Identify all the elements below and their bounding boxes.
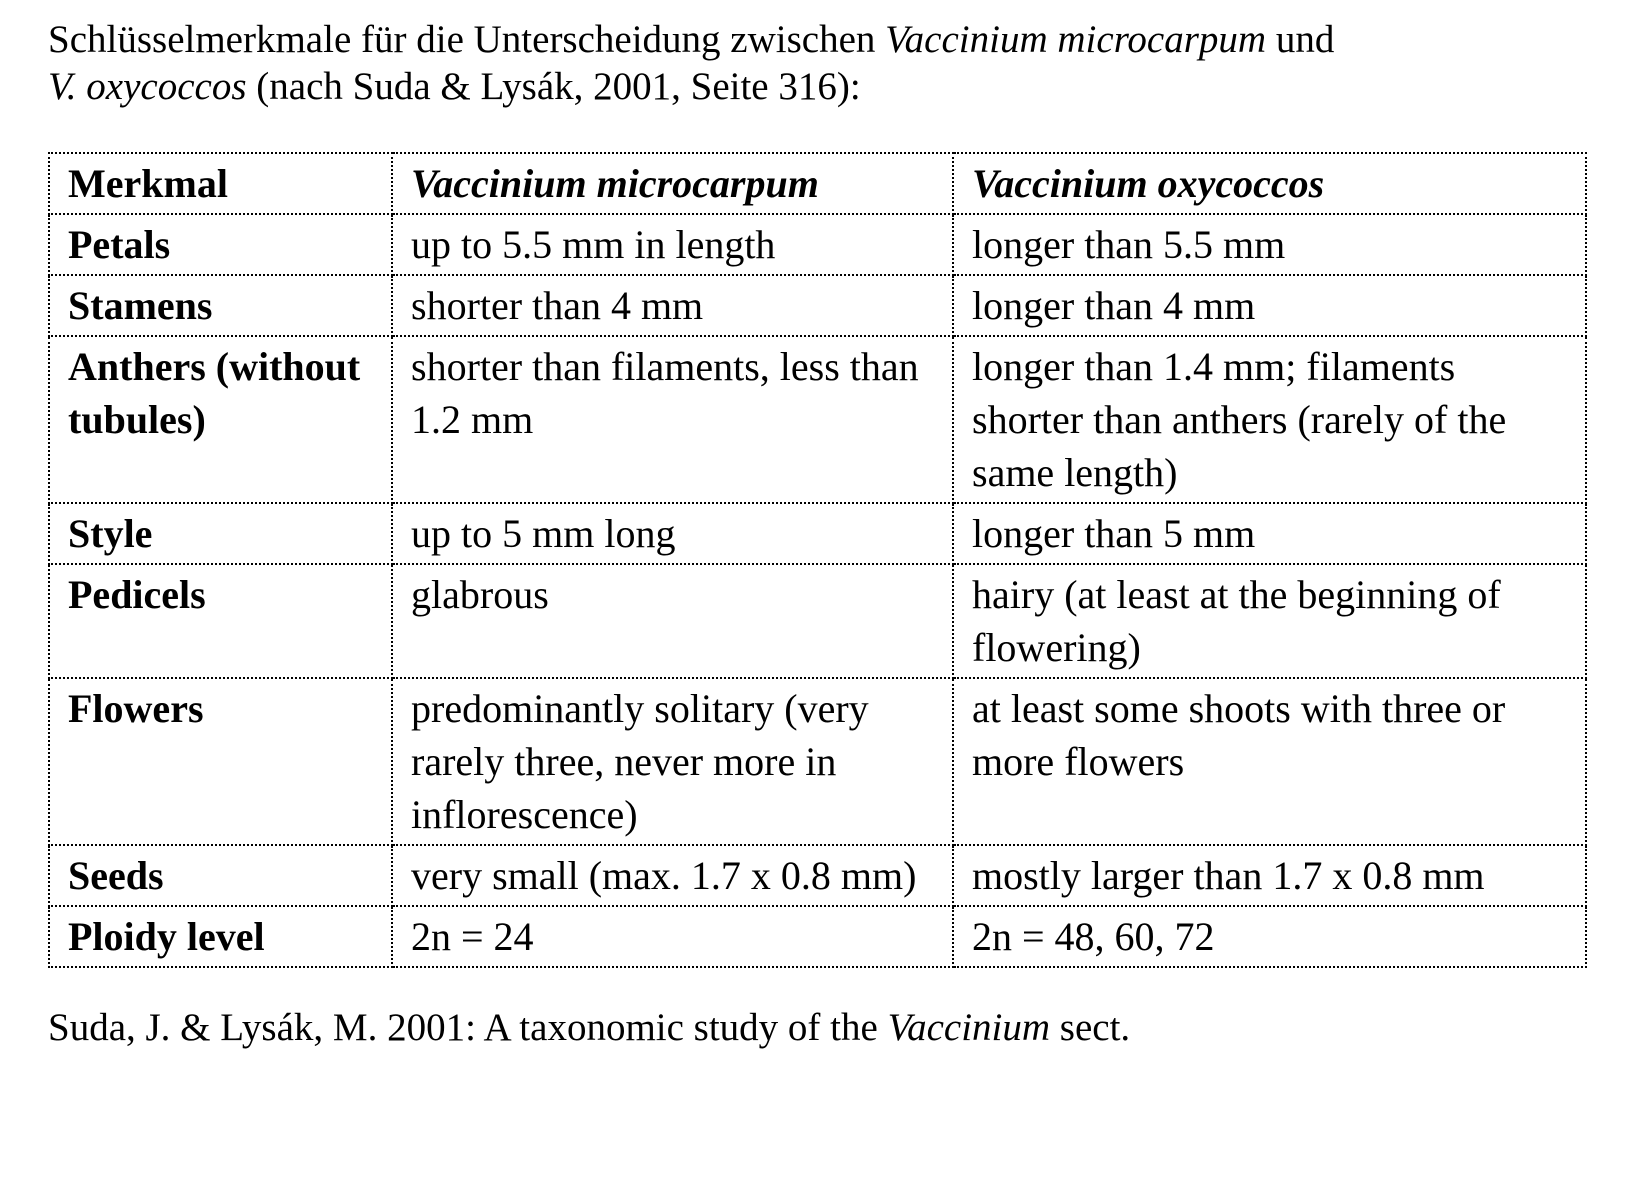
row-label-cell: Flowers (49, 678, 392, 845)
table-row-stamens (49, 275, 1586, 336)
citation-genus-vaccinium: Vaccinium (887, 1006, 1051, 1049)
intro-paragraph (48, 16, 1588, 110)
intro-line1-end: und (1266, 18, 1335, 61)
row-label-cell: Pedicels (49, 564, 392, 678)
table-row-ploidy-level (49, 906, 1586, 967)
intro-line1-text: Schlüsselmerkmale für die Unterscheidung zwischen (48, 18, 886, 61)
oxycoccos-cell: longer than 5.5 mm (953, 214, 1586, 275)
row-label-cell: Style (49, 503, 392, 564)
microcarpum-cell: 2n = 24 (392, 906, 953, 967)
microcarpum-cell: very small (max. 1.7 x 0.8 mm) (392, 845, 953, 906)
table-row-flowers (49, 678, 1586, 845)
table-header-merkmal: Merkmal (49, 153, 392, 214)
oxycoccos-cell: longer than 1.4 mm; filaments shorter than anthers (rarely of the same length) (953, 336, 1586, 503)
microcarpum-cell: predominantly solitary (very rarely three, never more in inflorescence) (392, 678, 953, 845)
microcarpum-cell: shorter than 4 mm (392, 275, 953, 336)
row-label-cell: Petals (49, 214, 392, 275)
microcarpum-cell: glabrous (392, 564, 953, 678)
row-label-cell: Anthers (without tubules) (49, 336, 392, 503)
table-row-seeds (49, 845, 1586, 906)
oxycoccos-cell: at least some shoots with three or more flowers (953, 678, 1586, 845)
row-label-cell: Ploidy level (49, 906, 392, 967)
table-row-anthers (49, 336, 1586, 503)
citation-text: Suda, J. & Lysák, M. 2001: A taxonomic study of the (48, 1006, 888, 1049)
comparison-table (48, 152, 1587, 968)
table-row-petals (49, 214, 1586, 275)
oxycoccos-cell: mostly larger than 1.7 x 0.8 mm (953, 845, 1586, 906)
microcarpum-cell: up to 5.5 mm in length (392, 214, 953, 275)
oxycoccos-cell: longer than 5 mm (953, 503, 1586, 564)
table-header-vaccinium-microcarpum: Vaccinium microcarpum (392, 153, 953, 214)
microcarpum-cell: shorter than filaments, less than 1.2 mm (392, 336, 953, 503)
row-label-cell: Seeds (49, 845, 392, 906)
intro-species-microcarpum: Vaccinium microcarpum (885, 18, 1267, 61)
table-header-vaccinium-oxycoccos: Vaccinium oxycoccos (953, 153, 1586, 214)
table-header-row (49, 153, 1586, 214)
citation-paragraph (48, 1004, 1588, 1051)
oxycoccos-cell: 2n = 48, 60, 72 (953, 906, 1586, 967)
table-row-style (49, 503, 1586, 564)
oxycoccos-cell: hairy (at least at the beginning of flowering) (953, 564, 1586, 678)
citation-sect-text: sect. (1050, 1006, 1131, 1049)
microcarpum-cell: up to 5 mm long (392, 503, 953, 564)
intro-line2-end: (nach Suda & Lysák, 2001, Seite 316): (246, 65, 861, 108)
table-row-pedicels (49, 564, 1586, 678)
intro-species-oxycoccos: V. oxycoccos (48, 65, 247, 108)
row-label-cell: Stamens (49, 275, 392, 336)
oxycoccos-cell: longer than 4 mm (953, 275, 1586, 336)
